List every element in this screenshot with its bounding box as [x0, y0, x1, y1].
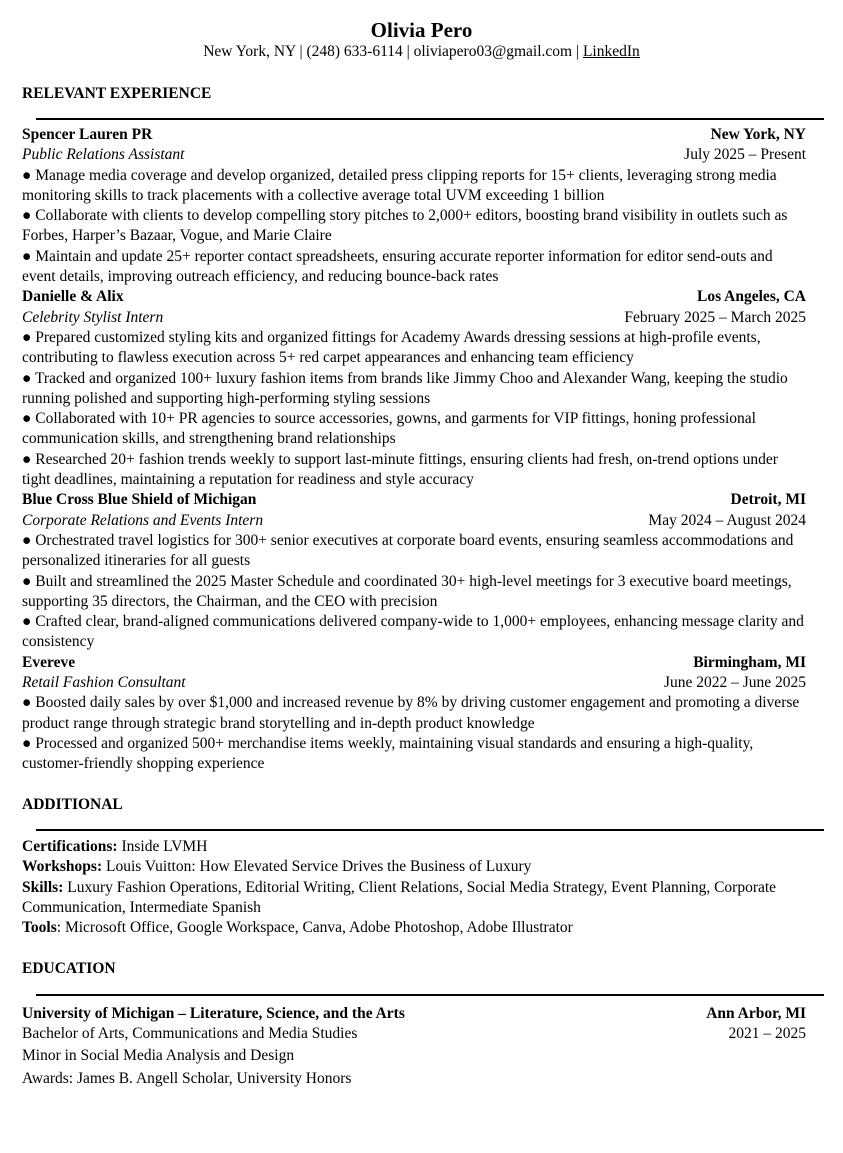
job-company: Spencer Lauren PR [22, 126, 153, 143]
awards: Awards: James B. Angell Scholar, University Honors [22, 1070, 352, 1087]
job-role: Celebrity Stylist Intern [22, 308, 164, 326]
job-bullet: ● Built and streamlined the 2025 Master Schedule and coordinated 30+ high-level meetings for 3 executive board meetings, supporting 35 directors, the Chairman, and the CEO with precision [22, 572, 792, 610]
education-dates: 2021 – 2025 [728, 1025, 806, 1042]
skills-label: Skills: [22, 878, 64, 896]
job-role: Public Relations Assistant [22, 146, 185, 164]
certifications-line [22, 837, 806, 857]
job-location: New York, NY [710, 126, 806, 143]
experience-divider [36, 118, 824, 120]
linkedin-link[interactable]: LinkedIn [582, 43, 640, 60]
job-entry [22, 490, 806, 652]
job-entry [22, 653, 806, 775]
job-bullet: ● Processed and organized 500+ merchandise items weekly, maintaining visual standards and ensuring a high-quality, customer-friendly shopping experience [22, 734, 754, 773]
job-bullet: ● Crafted clear, brand-aligned communications delivered company-wide to 1,000+ employees, enhancing message clarity and consistency [22, 613, 804, 651]
job-bullet: ● Prepared customized styling kits and organized fittings for Academy Awards dressing sessions at high-profile events, contributing to flawless execution across 5+ red carpet appearances and enhancing team efficiency [22, 328, 761, 367]
job-dates: June 2022 – June 2025 [663, 674, 806, 692]
certifications-value: Inside LVMH [117, 838, 208, 855]
job-bullet: ● Researched 20+ fashion trends weekly to support last-minute fittings, ensuring clients had fresh, on-trend options under tight deadlines, maintaining a reputation for readiness and style accuracy [22, 450, 778, 489]
job-bullet: ● Tracked and organized 100+ luxury fashion items from brands like Jimmy Choo and Alexander Wang, keeping the studio running polished and supporting high-performing styling sessions [22, 369, 788, 407]
experience-list [22, 125, 806, 775]
contact-info: New York, NY | (248) 633-6114 | oliviapero03@gmail.com | [203, 43, 583, 60]
job-location: Birmingham, MI [693, 653, 806, 671]
job-company: Evereve [22, 653, 76, 671]
tools-line [22, 918, 806, 938]
certifications-label: Certifications: [22, 838, 118, 855]
job-role: Corporate Relations and Events Intern [22, 511, 264, 529]
skills-line [22, 878, 806, 919]
workshops-label: Workshops: [22, 858, 103, 876]
job-dates: February 2025 – March 2025 [624, 308, 806, 326]
job-dates: May 2024 – August 2024 [648, 511, 806, 529]
minor: Minor in Social Media Analysis and Design [22, 1047, 295, 1064]
tools-value: : Microsoft Office, Google Workspace, Canva, Adobe Photoshop, Adobe Illustrator [56, 919, 573, 937]
job-role: Retail Fashion Consultant [22, 674, 186, 692]
job-bullet: ● Orchestrated travel logistics for 300+ senior executives at corporate board events, ensuring seamless accommodations and personalized itineraries for all guests [22, 531, 794, 570]
tools-label: Tools [22, 919, 57, 937]
additional-list [22, 837, 806, 938]
job-company: Blue Cross Blue Shield of Michigan [22, 491, 257, 509]
candidate-name: Olivia Pero [370, 18, 473, 42]
job-bullet: ● Maintain and update 25+ reporter contact spreadsheets, ensuring accurate reporter information for editor send-outs and event details, improving outreach efficiency, and reducing bounce-back rates [22, 247, 773, 286]
education-heading: EDUCATION [22, 960, 116, 977]
workshops-line [22, 857, 806, 877]
school-location: Ann Arbor, MI [706, 1005, 806, 1022]
job-location: Detroit, MI [730, 491, 806, 509]
additional-divider [36, 829, 824, 831]
education-entry [22, 1004, 806, 1090]
job-dates: July 2025 – Present [684, 146, 806, 164]
education-divider [36, 994, 824, 996]
school-name: University of Michigan – Literature, Science, and the Arts [22, 1005, 405, 1022]
workshops-value: Louis Vuitton: How Elevated Service Drives the Business of Luxury [102, 858, 532, 876]
experience-heading: RELEVANT EXPERIENCE [22, 85, 212, 102]
contact-line [0, 42, 843, 62]
job-bullet: ● Manage media coverage and develop organized, detailed press clipping reports for 15+ clients, leveraging strong media monitoring skills to track placements with a collective average total UVM exceeding 1 billion [22, 166, 777, 204]
job-bullet: ● Boosted daily sales by over $1,000 and increased revenue by 8% by driving customer engagement and promoting a diverse product range through strategic brand storytelling and in-depth product knowledge [22, 694, 800, 732]
additional-heading: ADDITIONAL [22, 796, 123, 813]
job-bullet: ● Collaborated with 10+ PR agencies to source accessories, gowns, and garments for VIP fittings, honing professional communication skills, and strengthening brand relationships [22, 410, 756, 448]
skills-value: Luxury Fashion Operations, Editorial Writing, Client Relations, Social Media Strategy, Event Planning, Corporate Communication, Intermediate Spanish [22, 878, 777, 916]
job-entry [22, 125, 806, 287]
job-company: Danielle & Alix [22, 288, 124, 306]
degree: Bachelor of Arts, Communications and Media Studies [22, 1025, 358, 1042]
job-entry [22, 287, 806, 490]
job-bullet: ● Collaborate with clients to develop compelling story pitches to 2,000+ editors, boosting brand visibility in outlets such as Forbes, Harper’s Bazaar, Vogue, and Marie Claire [22, 207, 788, 245]
job-location: Los Angeles, CA [697, 288, 806, 306]
